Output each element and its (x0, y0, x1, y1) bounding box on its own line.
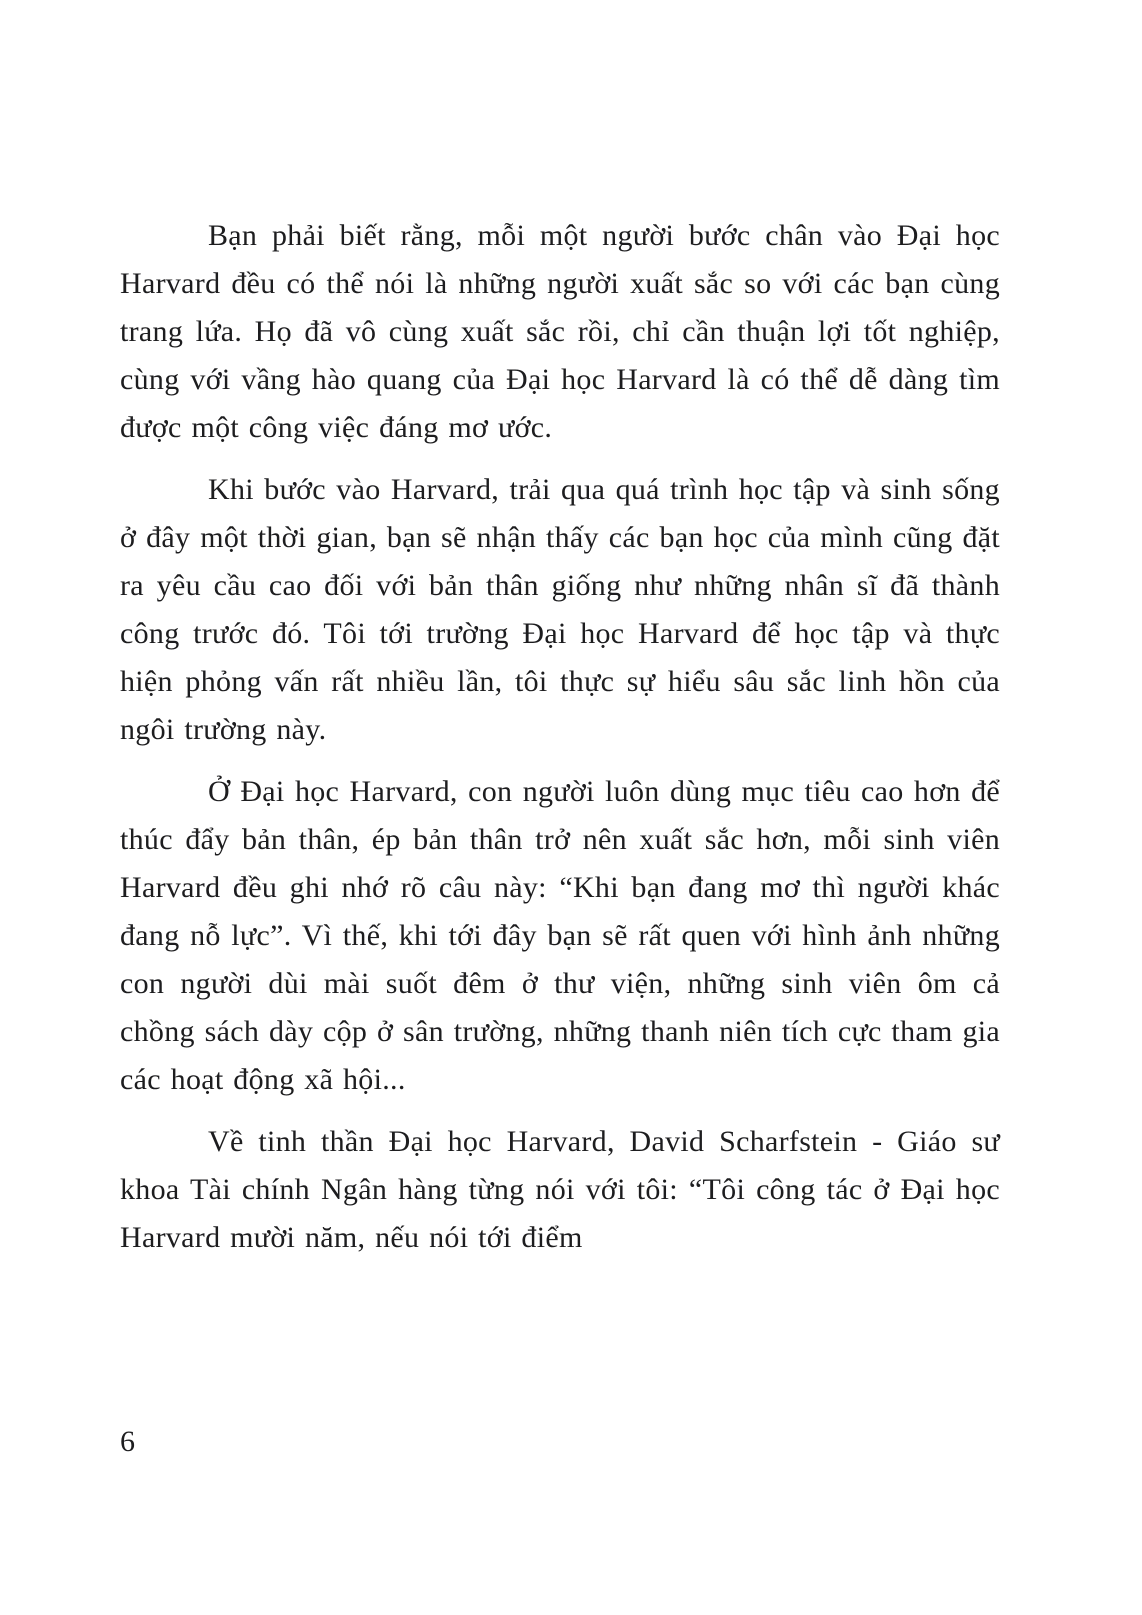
paragraph-4: Về tinh thần Đại học Harvard, David Scharfstein - Giáo sư khoa Tài chính Ngân hàng từng nói với tôi: “Tôi công tác ở Đại học Harvard mười năm, nếu nói tới điểm (120, 1125, 1000, 1254)
paragraph-3: Ở Đại học Harvard, con người luôn dùng mục tiêu cao hơn để thúc đẩy bản thân, ép bản thân trở nên xuất sắc hơn, mỗi sinh viên Harvard đều ghi nhớ rõ câu này: “Khi bạn đang mơ thì người khác đang nỗ lực”. Vì thế, khi tới đây bạn sẽ rất quen với hình ảnh những con người dùi mài suốt đêm ở thư viện, những sinh viên ôm cả chồng sách dày cộp ở sân trường, những thanh niên tích cực tham gia các hoạt động xã hội... (120, 775, 1000, 1096)
page-number: 6 (120, 1425, 135, 1458)
paragraph-2: Khi bước vào Harvard, trải qua quá trình học tập và sinh sống ở đây một thời gian, bạn sẽ nhận thấy các bạn học của mình cũng đặt ra yêu cầu cao đối với bản thân giống như những nhân sĩ đã thành công trước đó. Tôi tới trường Đại học Harvard để học tập và thực hiện phỏng vấn rất nhiều lần, tôi thực sự hiểu sâu sắc linh hồn của ngôi trường này. (120, 473, 1000, 746)
page-body (120, 212, 1000, 1276)
paragraph-1: Bạn phải biết rằng, mỗi một người bước chân vào Đại học Harvard đều có thể nói là những người xuất sắc so với các bạn cùng trang lứa. Họ đã vô cùng xuất sắc rồi, chỉ cần thuận lợi tốt nghiệp, cùng với vầng hào quang của Đại học Harvard là có thể dễ dàng tìm được một công việc đáng mơ ước. (120, 219, 1000, 444)
